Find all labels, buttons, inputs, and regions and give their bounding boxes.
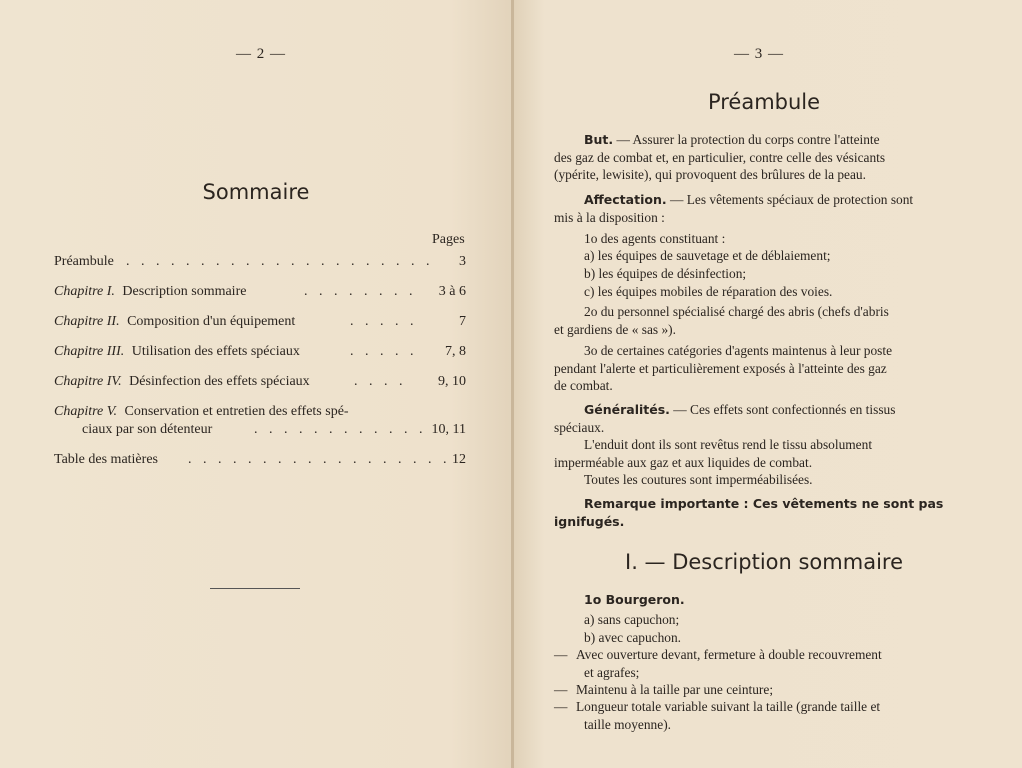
section-heading: Préambule [707,90,821,114]
divider [210,588,300,589]
leader-dots: . . . . . [350,344,418,359]
toc-row [54,404,474,424]
text-line: Maintenu à la taille par une ceinture; [576,682,774,697]
page-title: Sommaire [202,180,310,204]
text-line: (ypérite, lewisite), qui provoquent des brûlures de la peau. [554,167,866,182]
text-line: et agrafes; [584,664,640,680]
text-line: pendant l'alerte et particulièrement exposés à l'atteinte des gaz [554,360,887,376]
page-number: — 3 — [734,46,784,62]
paragraph-item2 [554,303,974,338]
toc-chapter: Chapitre II. [54,314,120,329]
toc-row [54,452,474,472]
text-line: et gardiens de « sas »). [554,321,676,337]
list-item: c) les équipes mobiles de réparation des voies. [584,284,833,299]
toc-row [54,254,474,274]
text-line: Toutes les coutures sont imperméabilisées. [584,472,813,487]
toc-row [54,374,474,394]
text-line: spéciaux. [554,419,605,435]
toc-label: Préambule [54,254,114,269]
text-line: 3o de certaines catégories d'agents maintenus à leur poste [584,343,893,358]
right-page: — 3 — Préambule But. — Assurer la protection du corps contre l'atteinte des gaz de combat et, en particulier, contre celle des vésicants (ypérite, lewisite), qui provoquent des brûlures de la peau. Affectation. — Les vêtements spéciaux de protection sont mis à la disposition : 1o des agents constituant : a) les équipes de sauvetage et de déblaiement; b) les équipes de désinfection; c) les équipes mobiles de réparation des voies. 2o du personnel spécialisé chargé des abris (chefs d'abris et gardiens de « sas »). 3o de certaines catégories d'agents maintenus à leur poste pendant l'alerte et particulièrement exposés à l'atteinte des gaz de combat. Généralités. — Ces effets sont confectionnés en tissus spéciaux. L'enduit dont ils sont revêtus rend le tissu absolument imperméable aux gaz et aux liquides de combat. Toutes les coutures sont imperméabilisées. Remarque importante : Ces vêtements ne sont pas ignifugés. I. — Description sommaire 1o Bourgeron. a) sans capuchon; b) avec capuchon. — Avec ouverture devant, fermeture à double recouvrement et agrafes; — Maintenu à la taille par une ceinture; — Longueur totale variable suivant la taille (grande taille et taille moyenne). [514,0,1022,768]
text-line: de combat. [554,378,613,393]
leader-dots: . . . . [354,374,407,389]
toc-label: Désinfection des effets spéciaux [129,374,310,389]
toc-label: Conservation et entretien des effets spé- [124,404,349,419]
toc-row [54,422,474,442]
leader-dots: . . . . . . . . . . . . . . . . . . [188,452,451,467]
paragraph-affectation [554,191,974,226]
bold-lead: Affectation. [584,192,667,207]
bold-line: Remarque importante : Ces vêtements ne sont pas [584,496,944,511]
list-item: 1o des agents constituant : [584,231,726,246]
toc-chapter: Chapitre V. [54,404,118,419]
text-line: L'enduit dont ils sont revêtus rend le tissu absolument [584,437,873,452]
leader-dots: . . . . . . . . . . . . [254,422,427,437]
leader-dots: . . . . . . . . . . . . . . . . . . . . . [126,254,434,269]
bold-lead: Généralités. [584,402,670,417]
toc-label: Description sommaire [122,284,247,299]
list-item: a) les équipes de sauvetage et de déblaiement; [584,248,831,263]
text-line: Longueur totale variable suivant la taille (grande taille et [576,699,881,714]
leader-dots: . . . . . . . . [304,284,417,299]
pages-column-header: Pages [432,232,465,247]
text-line: Avec ouverture devant, fermeture à double recouvrement [576,647,882,662]
text-line: mis à la disposition : [554,209,665,225]
text-line: 2o du personnel spécialisé chargé des abris (chefs d'abris [584,304,889,319]
toc-pages: 3 [459,254,466,269]
section-heading: I. — Description sommaire [625,550,903,574]
toc-chapter: Chapitre IV. [54,374,122,389]
toc-label: Utilisation des effets spéciaux [131,344,300,359]
list-item [584,591,974,609]
toc-pages: 7 [459,314,466,329]
paragraph-generalites [554,401,974,489]
toc-row [54,284,474,304]
text-line: — Assurer la protection du corps contre l'atteinte [616,132,880,147]
list-item: b) les équipes de désinfection; [584,266,747,281]
text-line: — Les vêtements spéciaux de protection sont [669,192,914,207]
toc-chapter: Chapitre I. [54,284,115,299]
text-line: des gaz de combat et, en particulier, contre celle des vésicants [554,149,886,165]
text-line: — Ces effets sont confectionnés en tissus [673,402,896,417]
toc-pages: 9, 10 [438,374,466,389]
bold-line: 1o Bourgeron. [584,592,685,607]
toc-label: ciaux par son détenteur [82,422,213,437]
bold-lead: But. [584,132,614,147]
toc-label: Composition d'un équipement [127,314,296,329]
page-number: — 2 — [236,46,286,62]
bold-line: ignifugés. [554,513,625,529]
toc-row [54,344,474,364]
list-item: a) sans capuchon; [584,612,680,627]
toc-chapter: Chapitre III. [54,344,125,359]
text-line: taille moyenne). [584,716,672,732]
toc-pages: 10, 11 [431,422,466,437]
toc-label: Table des matières [54,452,158,467]
paragraph-remarque [554,495,974,530]
list-item: b) avec capuchon. [584,630,682,645]
text-line: imperméable aux gaz et aux liquides de combat. [554,454,813,470]
toc-row [54,314,474,334]
toc-pages: 12 [452,452,466,467]
leader-dots: . . . . . [350,314,418,329]
paragraph-item3 [554,342,974,395]
toc-pages: 3 à 6 [438,284,466,299]
toc-pages: 7, 8 [445,344,466,359]
paragraph-but [554,131,974,184]
